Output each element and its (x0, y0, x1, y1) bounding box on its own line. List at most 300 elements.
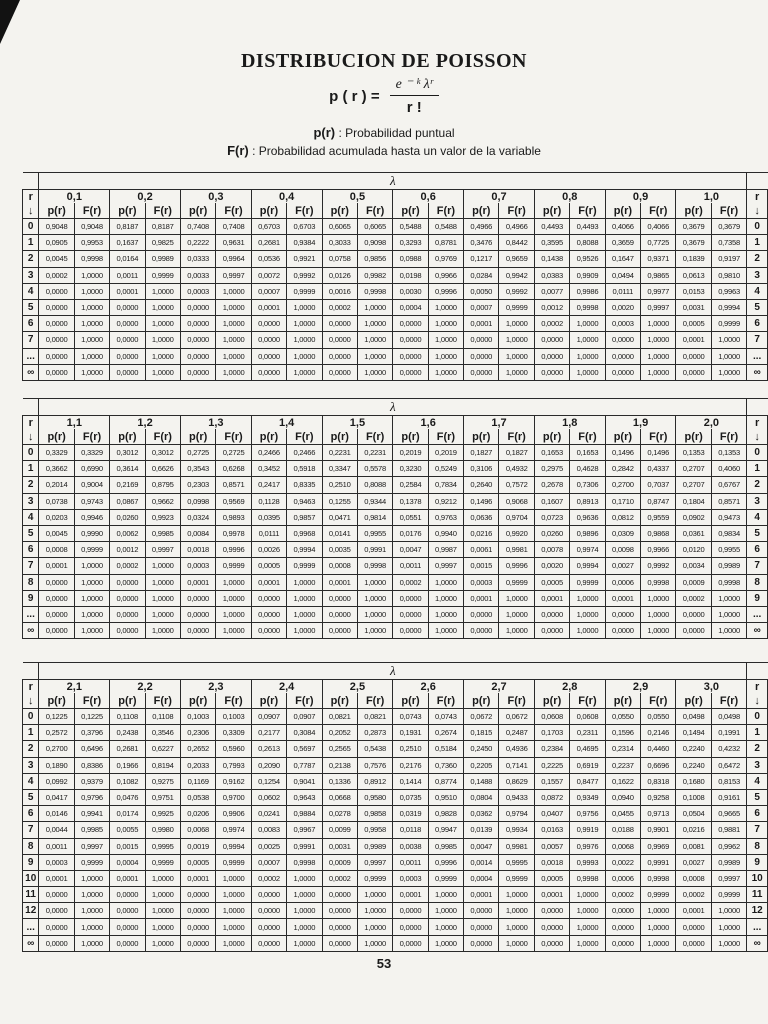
F-value: 0,8318 (641, 773, 676, 789)
F-value: 0,2873 (357, 725, 392, 741)
p-value: 0,0000 (251, 590, 286, 606)
corner-cell (23, 399, 39, 416)
p-value: 0,2450 (464, 741, 499, 757)
p-value: 0,1008 (676, 789, 711, 805)
F-value: 1,0000 (216, 870, 251, 886)
p-value: 0,0003 (180, 283, 215, 299)
p-value: 0,0333 (180, 251, 215, 267)
table-row (23, 558, 768, 574)
p-value: 0,0206 (180, 806, 215, 822)
F-value: 1,0000 (711, 364, 746, 380)
F-value: 0,6496 (74, 741, 109, 757)
p-value: 0,2565 (322, 741, 357, 757)
F-value: 0,6703 (287, 219, 322, 235)
F-header: F(r) (711, 429, 746, 445)
p-value: 0,0319 (393, 806, 428, 822)
p-value: 0,0003 (39, 854, 74, 870)
p-value: 0,2725 (180, 445, 215, 461)
p-value: 0,1622 (605, 773, 640, 789)
p-value: 0,0000 (180, 903, 215, 919)
p-value: 0,1607 (534, 493, 569, 509)
p-value: 0,0012 (110, 542, 145, 558)
row-r-value: 11 (23, 887, 39, 903)
F-value: 0,8912 (357, 773, 392, 789)
F-value: 1,0000 (145, 574, 180, 590)
p-value: 0,1254 (251, 773, 286, 789)
p-value: 0,0672 (464, 709, 499, 725)
p-value: 0,1003 (180, 709, 215, 725)
F-value: 1,0000 (74, 919, 109, 935)
F-value: 0,9371 (641, 251, 676, 267)
F-value: 0,2231 (357, 445, 392, 461)
F-value: 0,4966 (499, 219, 534, 235)
p-header: p(r) (605, 203, 640, 219)
p-value: 0,0164 (110, 251, 145, 267)
F-value: 1,0000 (499, 919, 534, 935)
p-value: 0,0812 (605, 509, 640, 525)
p-value: 0,0000 (251, 348, 286, 364)
F-header: F(r) (641, 203, 676, 219)
F-value: 1,0000 (641, 348, 676, 364)
F-value: 0,9921 (287, 251, 322, 267)
row-r-value: 6 (747, 806, 768, 822)
p-value: 0,0000 (180, 887, 215, 903)
p-header: p(r) (110, 693, 145, 709)
row-r-value: ... (747, 606, 768, 622)
p-value: 0,0000 (322, 887, 357, 903)
row-r-value: 8 (23, 838, 39, 854)
F-value: 0,9796 (74, 789, 109, 805)
F-value: 0,9967 (287, 822, 322, 838)
p-value: 0,0000 (251, 606, 286, 622)
F-header: F(r) (74, 203, 109, 219)
p-header: p(r) (322, 429, 357, 445)
p-value: 0,0050 (464, 283, 499, 299)
F-value: 1,0000 (711, 903, 746, 919)
F-value: 1,0000 (711, 332, 746, 348)
F-value: 0,8386 (74, 757, 109, 773)
F-value: 0,8629 (499, 773, 534, 789)
page-title: DISTRIBUCION DE POISSON (240, 50, 527, 72)
F-value: 1,0000 (428, 623, 463, 639)
p-value: 0,2707 (676, 477, 711, 493)
p-value: 0,0000 (110, 299, 145, 315)
F-value: 0,9161 (711, 789, 746, 805)
lambda-value: 2,3 (180, 680, 251, 694)
row-r-value: 8 (23, 574, 39, 590)
row-r-value: 5 (747, 299, 768, 315)
F-value: 0,6990 (74, 461, 109, 477)
F-value: 0,9868 (641, 525, 676, 541)
p-value: 0,0026 (251, 542, 286, 558)
p-value: 0,0000 (39, 887, 74, 903)
F-value: 0,3309 (216, 725, 251, 741)
F-value: 0,9713 (641, 806, 676, 822)
p-header: p(r) (180, 693, 215, 709)
p-value: 0,1169 (180, 773, 215, 789)
row-r-value: 1 (23, 725, 39, 741)
p-value: 0,0278 (322, 806, 357, 822)
p-value: 0,0001 (393, 887, 428, 903)
p-value: 0,0000 (605, 903, 640, 919)
F-value: 0,2311 (570, 725, 605, 741)
p-value: 0,0001 (534, 887, 569, 903)
p-value: 0,1108 (110, 709, 145, 725)
row-r-value: 0 (747, 445, 768, 461)
F-value: 0,9996 (499, 558, 534, 574)
p-value: 0,0001 (676, 903, 711, 919)
F-value: 0,9920 (499, 525, 534, 541)
F-value: 0,3546 (145, 725, 180, 741)
F-value: 0,7787 (287, 757, 322, 773)
table-row (23, 887, 768, 903)
p-value: 0,0000 (110, 606, 145, 622)
p-value: 0,0383 (534, 267, 569, 283)
lambda-value: 2,1 (39, 680, 110, 694)
p-value: 0,0260 (534, 525, 569, 541)
F-value: 0,9659 (499, 251, 534, 267)
F-value: 1,0000 (216, 919, 251, 935)
p-value: 0,0068 (605, 838, 640, 854)
F-value: 0,9996 (428, 283, 463, 299)
p-value: 0,0004 (110, 854, 145, 870)
F-value: 1,0000 (428, 316, 463, 332)
table-row (23, 251, 768, 267)
p-value: 0,0988 (393, 251, 428, 267)
p-value: 0,0008 (39, 542, 74, 558)
p-value: 0,0007 (464, 299, 499, 315)
F-value: 1,0000 (145, 606, 180, 622)
p-value: 0,0001 (464, 887, 499, 903)
F-value: 1,0000 (287, 590, 322, 606)
table-row (23, 838, 768, 854)
row-r-value: 2 (747, 477, 768, 493)
F-value: 0,9991 (641, 854, 676, 870)
p-value: 0,0002 (322, 299, 357, 315)
F-value: 0,9998 (357, 558, 392, 574)
p-value: 0,0000 (180, 606, 215, 622)
F-value: 1,0000 (428, 332, 463, 348)
F-value: 0,9976 (570, 838, 605, 854)
F-value: 0,5960 (216, 741, 251, 757)
F-value: 0,9884 (287, 806, 322, 822)
F-value: 1,0000 (641, 590, 676, 606)
lambda-value: 0,6 (393, 190, 464, 204)
F-value: 0,9999 (499, 574, 534, 590)
p-value: 0,0602 (251, 789, 286, 805)
F-value: 0,0672 (499, 709, 534, 725)
p-value: 0,0020 (605, 299, 640, 315)
F-value: 0,9993 (570, 854, 605, 870)
p-value: 0,3012 (110, 445, 145, 461)
p-value: 0,0471 (322, 509, 357, 525)
r-label: r (747, 190, 768, 204)
F-value: 0,9925 (145, 806, 180, 822)
F-value: 0,9643 (287, 789, 322, 805)
F-value: 0,9041 (287, 773, 322, 789)
F-value: 1,0000 (499, 348, 534, 364)
p-value: 0,0000 (110, 887, 145, 903)
row-r-value: 6 (747, 316, 768, 332)
p-value: 0,1827 (464, 445, 499, 461)
F-value: 0,9068 (499, 493, 534, 509)
F-value: 0,7141 (499, 757, 534, 773)
F-value: 0,2725 (216, 445, 251, 461)
F-header: F(r) (499, 429, 534, 445)
F-value: 1,0000 (287, 903, 322, 919)
p-value: 0,0000 (110, 332, 145, 348)
F-value: 0,9258 (641, 789, 676, 805)
F-value: 0,4337 (641, 461, 676, 477)
F-value: 0,9974 (570, 542, 605, 558)
F-value: 0,9569 (216, 493, 251, 509)
F-value: 0,9881 (711, 822, 746, 838)
row-r-value: 0 (747, 219, 768, 235)
p-value: 0,1128 (251, 493, 286, 509)
F-value: 0,9379 (74, 773, 109, 789)
F-value: 1,0000 (145, 903, 180, 919)
p-value: 0,1336 (322, 773, 357, 789)
F-value: 0,9999 (287, 558, 322, 574)
p-value: 0,0000 (180, 935, 215, 951)
p-header: p(r) (534, 203, 569, 219)
F-value: 1,0000 (570, 316, 605, 332)
F-value: 1,0000 (428, 348, 463, 364)
p-value: 0,0011 (39, 838, 74, 854)
formula-numerator: e ⁻ ᵏ λʳ (390, 76, 439, 96)
p-value: 0,0000 (251, 332, 286, 348)
p-value: 0,0000 (322, 903, 357, 919)
F-value: 0,9955 (357, 525, 392, 541)
F-value: 0,9998 (357, 283, 392, 299)
p-value: 0,4966 (464, 219, 499, 235)
F-value: 1,0000 (216, 903, 251, 919)
F-value: 0,0907 (287, 709, 322, 725)
p-value: 0,0163 (534, 822, 569, 838)
table-row (23, 493, 768, 509)
F-value: 0,9999 (216, 558, 251, 574)
F-value: 0,5918 (287, 461, 322, 477)
F-value: 1,0000 (287, 574, 322, 590)
p-value: 0,0001 (605, 590, 640, 606)
p-value: 0,0000 (534, 348, 569, 364)
F-value: 1,0000 (570, 348, 605, 364)
F-value: 0,9998 (570, 299, 605, 315)
F-value: 1,0000 (145, 887, 180, 903)
F-value: 0,1653 (570, 445, 605, 461)
p-value: 0,1494 (676, 725, 711, 741)
p-value: 0,0551 (393, 509, 428, 525)
F-value: 0,9992 (499, 283, 534, 299)
F-value: 0,9510 (428, 789, 463, 805)
r-arrow: ↓ (23, 693, 39, 709)
p-value: 0,1496 (605, 445, 640, 461)
p-value: 0,2584 (393, 477, 428, 493)
F-header: F(r) (216, 429, 251, 445)
row-r-value: 7 (747, 332, 768, 348)
table-row (23, 235, 768, 251)
p-value: 0,0000 (393, 348, 428, 364)
F-value: 0,6626 (145, 461, 180, 477)
F-value: 0,9989 (357, 838, 392, 854)
F-value: 0,9999 (711, 887, 746, 903)
p-value: 0,0027 (676, 854, 711, 870)
F-value: 0,9998 (711, 574, 746, 590)
p-value: 0,0015 (464, 558, 499, 574)
F-header: F(r) (287, 203, 322, 219)
p-value: 0,0001 (464, 316, 499, 332)
F-value: 0,6065 (357, 219, 392, 235)
F-value: 0,9997 (357, 854, 392, 870)
row-r-value: 9 (23, 590, 39, 606)
p-value: 0,1804 (676, 493, 711, 509)
p-value: 0,1703 (534, 725, 569, 741)
p-value: 0,2678 (534, 477, 569, 493)
F-value: 0,7572 (499, 477, 534, 493)
table-row (23, 870, 768, 886)
p-value: 0,0031 (322, 838, 357, 854)
F-value: 0,9998 (287, 854, 322, 870)
p-value: 0,1890 (39, 757, 74, 773)
lambda-value: 0,5 (322, 190, 393, 204)
lambda-value: 2,6 (393, 680, 464, 694)
p-value: 0,0188 (605, 822, 640, 838)
p-value: 0,3595 (534, 235, 569, 251)
p-value: 0,0002 (676, 590, 711, 606)
F-value: 0,9906 (216, 806, 251, 822)
F-value: 0,1991 (711, 725, 746, 741)
p-value: 0,2640 (464, 477, 499, 493)
F-value: 0,9934 (499, 822, 534, 838)
p-value: 0,0000 (251, 364, 286, 380)
F-value: 0,9004 (74, 477, 109, 493)
p-value: 0,3614 (110, 461, 145, 477)
p-value: 0,0723 (534, 509, 569, 525)
p-value: 0,0000 (322, 590, 357, 606)
F-value: 0,9969 (641, 838, 676, 854)
p-value: 0,1815 (464, 725, 499, 741)
p-value: 0,0120 (676, 542, 711, 558)
F-value: 1,0000 (145, 332, 180, 348)
row-r-value: 3 (23, 267, 39, 283)
p-value: 0,0758 (322, 251, 357, 267)
F-value: 0,1003 (216, 709, 251, 725)
scan-corner-shadow (0, 0, 20, 44)
F-value: 0,9996 (428, 854, 463, 870)
F-value: 0,8571 (711, 493, 746, 509)
p-value: 0,0001 (180, 870, 215, 886)
p-value: 0,0000 (464, 332, 499, 348)
F-value: 0,9999 (499, 870, 534, 886)
F-value: 0,2019 (428, 445, 463, 461)
row-r-value: ∞ (23, 364, 39, 380)
p-value: 0,0000 (39, 299, 74, 315)
p-value: 0,0000 (676, 606, 711, 622)
F-value: 1,0000 (357, 316, 392, 332)
F-value: 1,0000 (428, 935, 463, 951)
p-value: 0,3106 (464, 461, 499, 477)
table-row (23, 806, 768, 822)
p-value: 0,4066 (605, 219, 640, 235)
F-value: 0,9962 (711, 838, 746, 854)
p-value: 0,0034 (676, 558, 711, 574)
p-value: 0,0000 (605, 623, 640, 639)
table-row (23, 332, 768, 348)
F-value: 0,4060 (711, 461, 746, 477)
F-value: 1,0000 (711, 935, 746, 951)
F-value: 1,0000 (74, 623, 109, 639)
p-header: p(r) (322, 203, 357, 219)
table-row (23, 741, 768, 757)
F-value: 0,9989 (711, 854, 746, 870)
F-value: 1,0000 (74, 903, 109, 919)
F-value: 0,8187 (145, 219, 180, 235)
F-value: 1,0000 (499, 606, 534, 622)
F-value: 0,9998 (74, 251, 109, 267)
F-value: 1,0000 (499, 332, 534, 348)
row-r-value: 3 (747, 493, 768, 509)
F-value: 1,0000 (428, 364, 463, 380)
p-value: 0,0000 (39, 623, 74, 639)
F-value: 1,0000 (74, 574, 109, 590)
lambda-value: 1,0 (676, 190, 747, 204)
lambda-value: 2,2 (110, 680, 181, 694)
corner-cell (747, 663, 768, 680)
p-header: p(r) (605, 429, 640, 445)
p-value: 0,0016 (322, 283, 357, 299)
p-value: 0,3033 (322, 235, 357, 251)
F-value: 0,9974 (216, 822, 251, 838)
F-value: 1,0000 (711, 590, 746, 606)
row-r-value: ... (23, 606, 39, 622)
F-value: 0,6767 (711, 477, 746, 493)
F-header: F(r) (570, 203, 605, 219)
p-value: 0,0804 (464, 789, 499, 805)
p-value: 0,0743 (393, 709, 428, 725)
p-value: 0,0099 (322, 822, 357, 838)
p-value: 0,0000 (39, 316, 74, 332)
row-r-value: 11 (747, 887, 768, 903)
F-value: 0,9990 (74, 525, 109, 541)
p-value: 0,2700 (605, 477, 640, 493)
p-value: 0,0000 (251, 887, 286, 903)
row-r-value: 4 (747, 283, 768, 299)
p-header: p(r) (110, 429, 145, 445)
F-value: 1,0000 (357, 919, 392, 935)
F-value: 0,0550 (641, 709, 676, 725)
F-value: 1,0000 (287, 316, 322, 332)
p-value: 0,0000 (322, 364, 357, 380)
p-value: 0,0174 (110, 806, 145, 822)
table-row (23, 509, 768, 525)
p-value: 0,0000 (676, 348, 711, 364)
row-r-value: 4 (23, 509, 39, 525)
F-value: 1,0000 (570, 887, 605, 903)
p-value: 0,0504 (676, 806, 711, 822)
p-value: 0,0072 (251, 267, 286, 283)
F-header: F(r) (711, 203, 746, 219)
F-value: 1,0000 (74, 332, 109, 348)
p-value: 0,0001 (39, 870, 74, 886)
p-value: 0,0111 (605, 283, 640, 299)
p-value: 0,0020 (534, 558, 569, 574)
p-value: 0,2138 (322, 757, 357, 773)
F-header: F(r) (216, 203, 251, 219)
F-value: 0,9987 (428, 542, 463, 558)
p-value: 0,0077 (534, 283, 569, 299)
F-value: 0,9909 (570, 267, 605, 283)
F-value: 0,9958 (357, 822, 392, 838)
